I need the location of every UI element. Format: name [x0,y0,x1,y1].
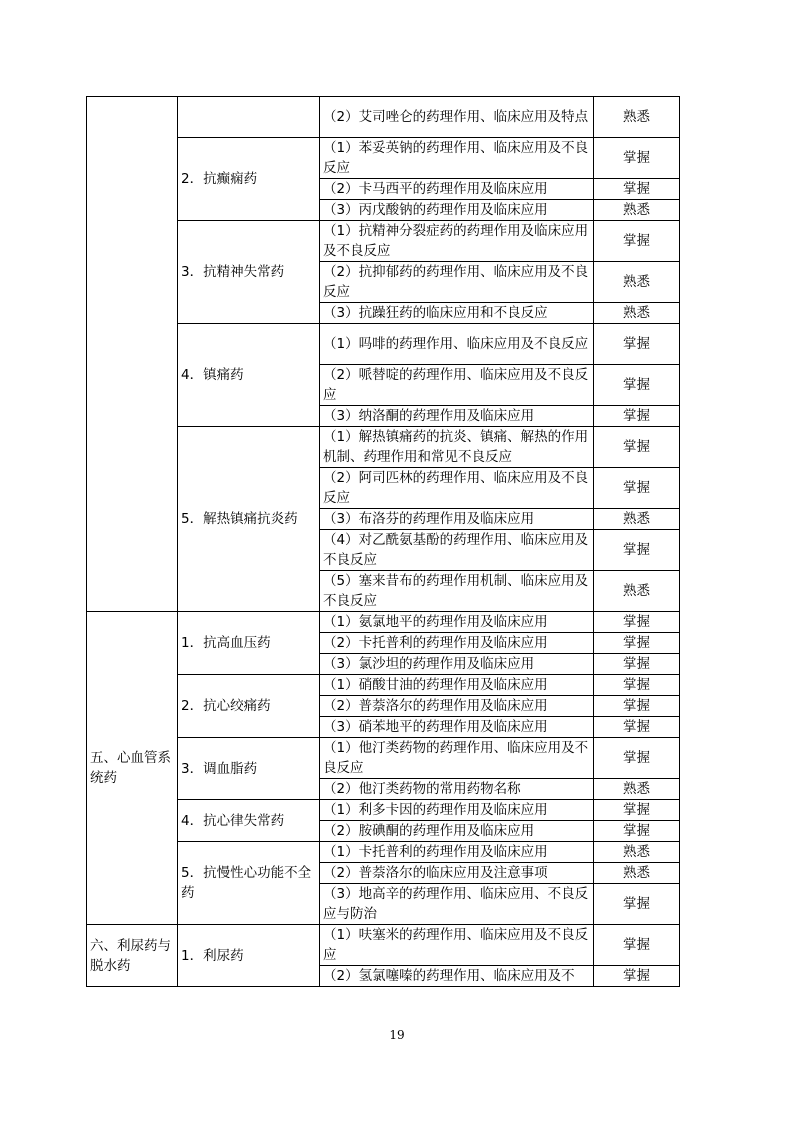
content-cell: （3）布洛芬的药理作用及临床应用 [320,509,594,530]
content-cell: （1）氨氯地平的药理作用及临床应用 [320,612,594,633]
level-cell: 掌握 [594,800,680,821]
syllabus-table [86,96,680,987]
subcategory-cell: 5．抗慢性心功能不全药 [178,842,320,925]
level-cell: 掌握 [594,966,680,987]
level-cell: 掌握 [594,675,680,696]
level-cell: 熟悉 [594,863,680,884]
level-cell: 掌握 [594,138,680,179]
level-cell: 熟悉 [594,571,680,612]
content-cell: （2）普萘洛尔的临床应用及注意事项 [320,863,594,884]
content-cell: （2）艾司唑仑的药理作用、临床应用及特点 [320,97,594,138]
level-cell: 掌握 [594,696,680,717]
level-cell: 掌握 [594,406,680,427]
level-cell: 熟悉 [594,262,680,303]
level-cell: 掌握 [594,612,680,633]
subcategory-cell: 1．抗高血压药 [178,612,320,675]
level-cell: 掌握 [594,221,680,262]
subcategory-cell: 3．调血脂药 [178,738,320,800]
level-cell: 掌握 [594,365,680,406]
content-cell: （1）利多卡因的药理作用及临床应用 [320,800,594,821]
content-cell: （3）丙戊酸钠的药理作用及临床应用 [320,200,594,221]
group-cell: 五、心血管系统药 [87,612,178,925]
subcategory-cell: 1．利尿药 [178,925,320,987]
level-cell: 掌握 [594,654,680,675]
page-number: 19 [389,1028,405,1042]
subcategory-cell: 2．抗心绞痛药 [178,675,320,738]
content-cell: （1）硝酸甘油的药理作用及临床应用 [320,675,594,696]
content-cell: （1）卡托普利的药理作用及临床应用 [320,842,594,863]
level-cell: 掌握 [594,821,680,842]
level-cell: 掌握 [594,530,680,571]
level-cell: 熟悉 [594,779,680,800]
level-cell: 熟悉 [594,509,680,530]
table-row [87,925,680,966]
content-cell: （2）氢氯噻嗪的药理作用、临床应用及不 [320,966,594,987]
level-cell: 掌握 [594,427,680,468]
group-cell [87,97,178,612]
level-cell: 掌握 [594,717,680,738]
level-cell: 掌握 [594,633,680,654]
content-cell: （3）纳洛酮的药理作用及临床应用 [320,406,594,427]
level-cell: 熟悉 [594,200,680,221]
group-cell: 六、利尿药与脱水药 [87,925,178,987]
level-cell: 掌握 [594,179,680,200]
content-cell: （2）普萘洛尔的药理作用及临床应用 [320,696,594,717]
level-cell: 掌握 [594,925,680,966]
level-cell: 掌握 [594,324,680,365]
content-cell: （1）吗啡的药理作用、临床应用及不良反应 [320,324,594,365]
content-cell: （1）解热镇痛药的抗炎、镇痛、解热的作用机制、药理作用和常见不良反应 [320,427,594,468]
level-cell: 掌握 [594,884,680,925]
subcategory-cell: 5．解热镇痛抗炎药 [178,427,320,612]
subcategory-cell: 4．抗心律失常药 [178,800,320,842]
content-cell: （1）苯妥英钠的药理作用、临床应用及不良反应 [320,138,594,179]
content-cell: （2）卡马西平的药理作用及临床应用 [320,179,594,200]
content-cell: （2）抗抑郁药的药理作用、临床应用及不良反应 [320,262,594,303]
content-cell: （1）抗精神分裂症药的药理作用及临床应用及不良反应 [320,221,594,262]
content-cell: （3）抗躁狂药的临床应用和不良反应 [320,303,594,324]
level-cell: 熟悉 [594,97,680,138]
content-cell: （3）地高辛的药理作用、临床应用、不良反应与防治 [320,884,594,925]
subcategory-cell [178,97,320,138]
content-cell: （1）呋塞米的药理作用、临床应用及不良反应 [320,925,594,966]
content-cell: （5）塞来昔布的药理作用机制、临床应用及不良反应 [320,571,594,612]
content-cell: （2）他汀类药物的常用药物名称 [320,779,594,800]
content-cell: （4）对乙酰氨基酚的药理作用、临床应用及不良反应 [320,530,594,571]
subcategory-cell: 3．抗精神失常药 [178,221,320,324]
content-cell: （2）阿司匹林的药理作用、临床应用及不良反应 [320,468,594,509]
content-cell: （1）他汀类药物的药理作用、临床应用及不良反应 [320,738,594,779]
content-cell: （2）胺碘酮的药理作用及临床应用 [320,821,594,842]
level-cell: 掌握 [594,468,680,509]
content-cell: （2）卡托普利的药理作用及临床应用 [320,633,594,654]
subcategory-cell: 4．镇痛药 [178,324,320,427]
level-cell: 掌握 [594,738,680,779]
content-cell: （2）哌替啶的药理作用、临床应用及不良反应 [320,365,594,406]
subcategory-cell: 2．抗癫痫药 [178,138,320,221]
table-row [87,97,680,138]
content-cell: （3）硝苯地平的药理作用及临床应用 [320,717,594,738]
level-cell: 熟悉 [594,303,680,324]
level-cell: 熟悉 [594,842,680,863]
table-row [87,612,680,633]
content-cell: （3）氯沙坦的药理作用及临床应用 [320,654,594,675]
